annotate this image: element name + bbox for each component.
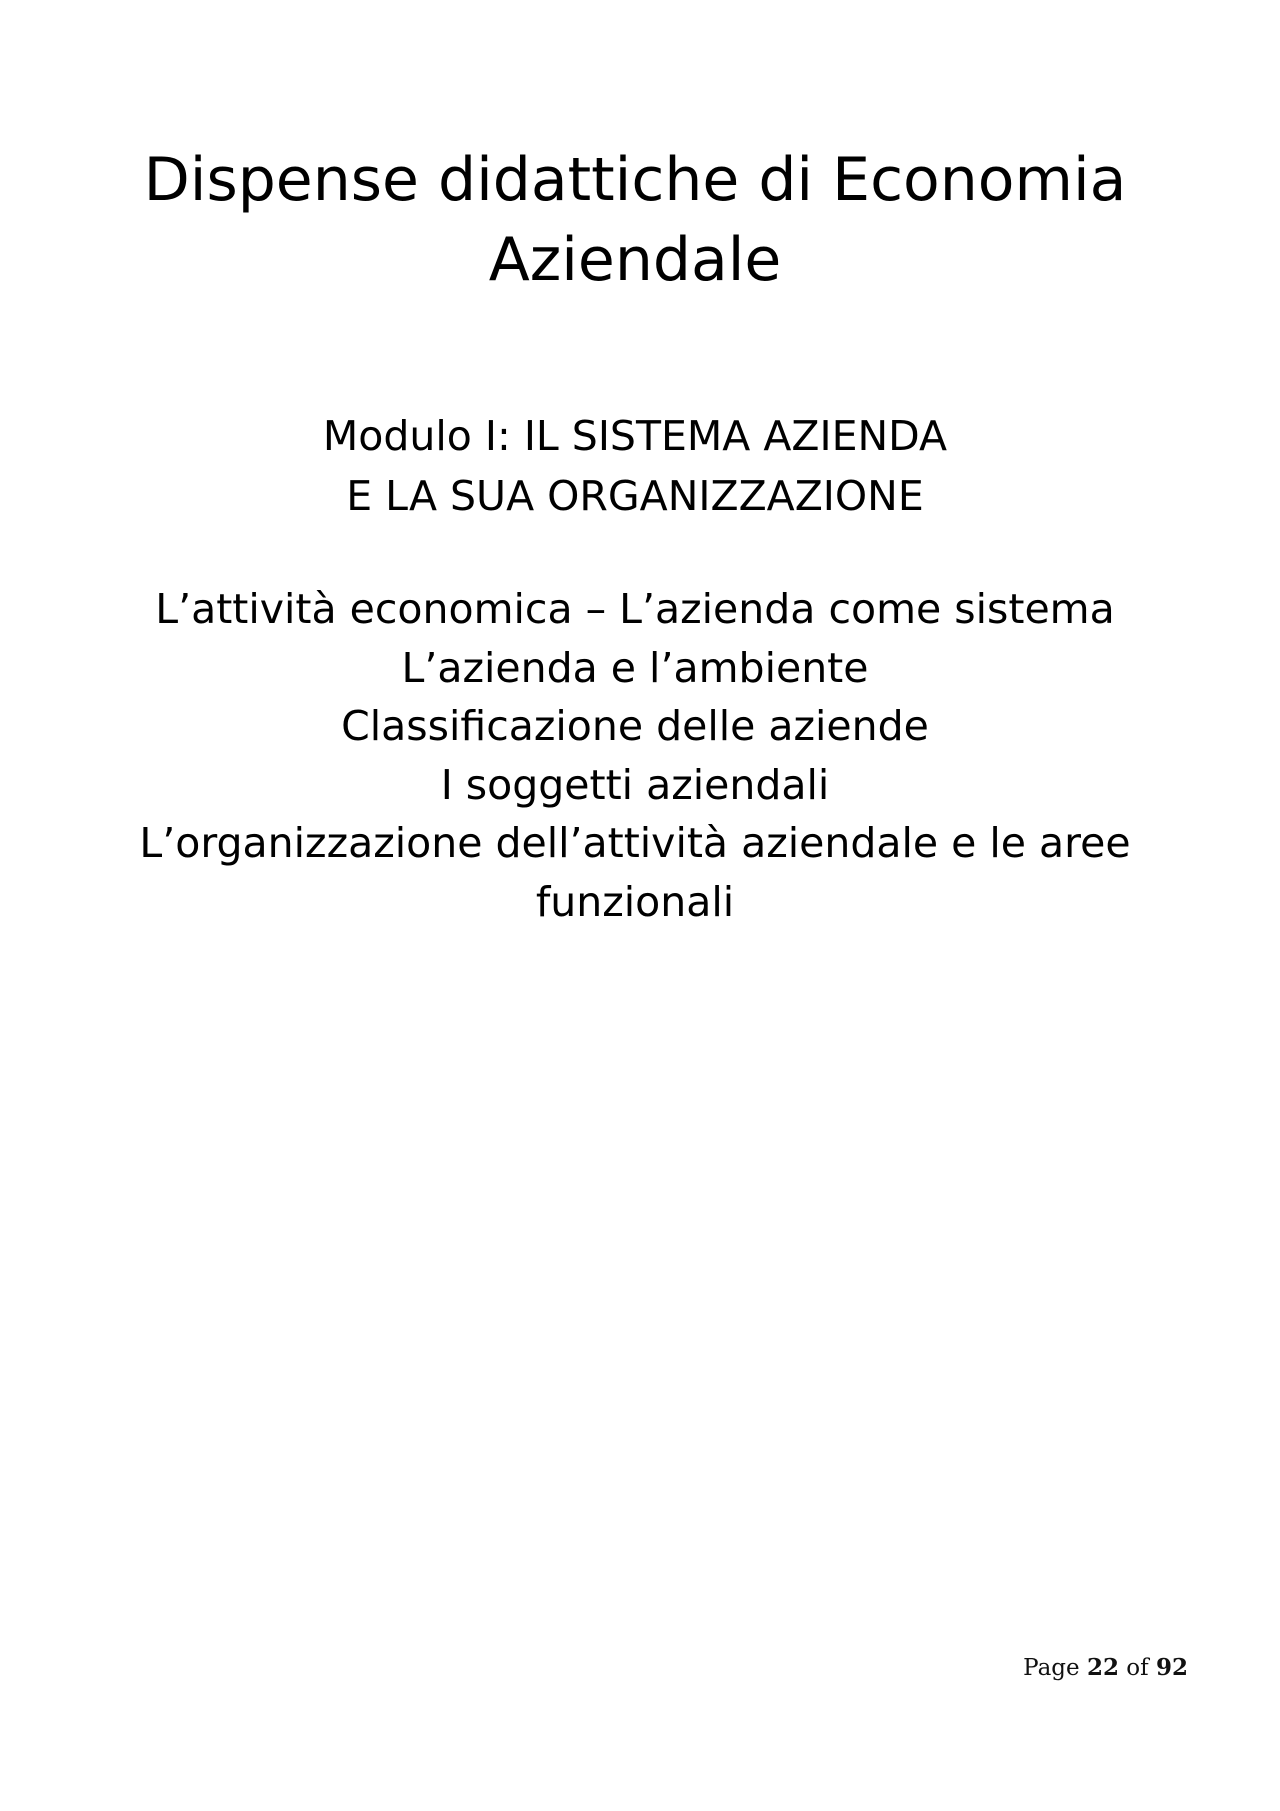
page-number-footer bbox=[1023, 1653, 1188, 1683]
total-page-count: 92 bbox=[1155, 1654, 1188, 1681]
of-word: of bbox=[1126, 1655, 1149, 1681]
module-heading bbox=[60, 406, 1210, 526]
module-heading-line: E LA SUA ORGANIZZAZIONE bbox=[346, 472, 924, 520]
current-page-number: 22 bbox=[1086, 1654, 1119, 1681]
topic-list bbox=[60, 580, 1210, 931]
topic-item: L’organizzazione dell’attività aziendale e le aree bbox=[139, 819, 1131, 867]
topic-item: I soggetti aziendali bbox=[440, 760, 830, 809]
topic-item: Classificazione delle aziende bbox=[341, 702, 929, 750]
topic-item: L’attività economica – L’azienda come sistema bbox=[155, 585, 1115, 633]
topic-item: L’azienda e l’ambiente bbox=[401, 643, 869, 692]
topic-item: funzionali bbox=[535, 877, 735, 926]
document-title bbox=[60, 140, 1210, 300]
module-heading-line: Modulo I: IL SISTEMA AZIENDA bbox=[322, 412, 948, 460]
document-title-line: Dispense didattiche di Economia bbox=[143, 145, 1127, 215]
document-title-line: Aziendale bbox=[488, 225, 782, 295]
page-word: Page bbox=[1023, 1655, 1080, 1681]
